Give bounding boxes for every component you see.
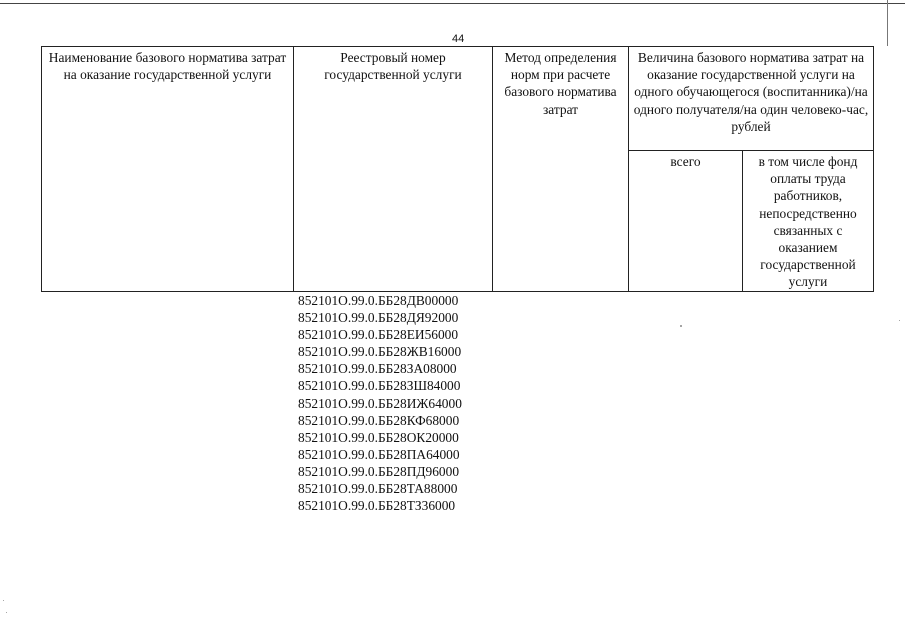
scan-border-right	[887, 0, 888, 46]
scan-speck	[3, 600, 4, 601]
scan-speck	[6, 612, 7, 613]
registry-code: 852101О.99.0.ББ28ДЯ92000	[298, 310, 459, 326]
base-norm-cost-table	[41, 46, 874, 292]
scan-border-top	[0, 3, 905, 4]
registry-code: 852101О.99.0.ББ28ЕИ56000	[298, 327, 459, 343]
registry-code: 852101О.99.0.ББ28ТА88000	[298, 481, 458, 497]
header-calculation-method: Метод определения норм при расчете базового норматива затрат	[493, 47, 629, 292]
page-number: 44	[452, 33, 465, 45]
registry-code-list	[298, 292, 462, 514]
header-service-name: Наименование базового норматива затрат на оказание государственной услуги	[42, 47, 294, 292]
registry-code: 852101О.99.0.ББ28ТЗ36000	[298, 498, 456, 514]
registry-code: 852101О.99.0.ББ28ИЖ64000	[298, 395, 462, 411]
header-norm-value: Величина базового норматива затрат на оказание государственной услуги на одного обучающегося (воспитанника)/на одного получателя/на один человеко-час, рублей	[629, 47, 874, 151]
registry-code: 852101О.99.0.ББ28ЗШ84000	[298, 378, 461, 394]
registry-code: 852101О.99.0.ББ28ДВ00000	[298, 293, 459, 308]
header-total: всего	[629, 151, 743, 292]
registry-code: 852101О.99.0.ББ28КФ68000	[298, 412, 460, 428]
registry-code: 852101О.99.0.ББ28ЖВ16000	[298, 344, 462, 360]
registry-code: 852101О.99.0.ББ28ЗА08000	[298, 361, 457, 377]
header-registry-number: Реестровый номер государственной услуги	[294, 47, 493, 292]
header-payroll-fund: в том числе фонд оплаты труда работников, непосредственно связанных с оказанием государственной услуги	[743, 151, 874, 292]
registry-code: 852101О.99.0.ББ28ПА64000	[298, 446, 460, 462]
registry-code: 852101О.99.0.ББ28ПД96000	[298, 463, 460, 479]
scan-speck	[680, 325, 682, 327]
registry-code: 852101О.99.0.ББ28ОК20000	[298, 429, 459, 445]
scan-speck	[899, 320, 900, 321]
